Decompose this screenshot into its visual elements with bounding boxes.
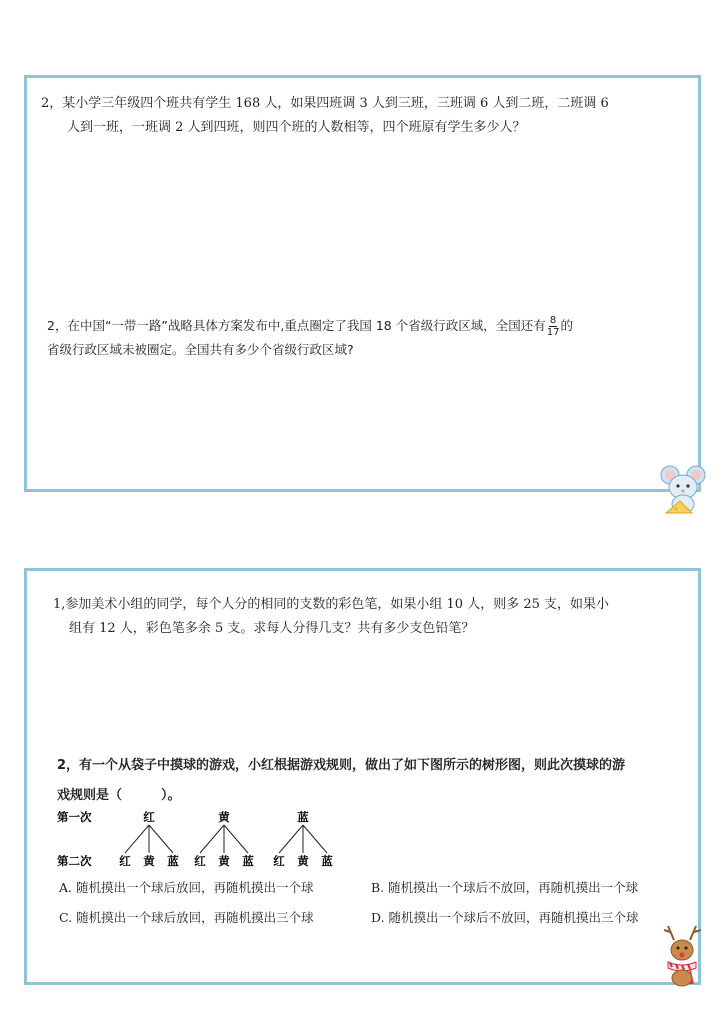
tree-node-second: 红 — [194, 854, 206, 868]
question-line: 人到一班，一班调 2 人到四班，则四个班的人数相等，四个班原有学生多少人？ — [67, 120, 526, 135]
tree-branch — [125, 825, 149, 853]
question-line: 组有 12 人，彩色笔多余 5 支。求每人分得几支？共有多少支色铅笔？ — [69, 621, 475, 636]
tree-node-second: 红 — [119, 854, 131, 868]
question-student-classes — [41, 92, 681, 140]
tree-branch — [224, 825, 248, 853]
option-a[interactable]: A. 随机摸出一个球后放回，再随机摸出一个球 — [59, 880, 314, 895]
question-line: 省级行政区域未被圈定。全国共有多少个省级行政区域? — [47, 342, 354, 357]
tree-node-second: 蓝 — [167, 854, 179, 868]
option-b[interactable]: B. 随机摸出一个球后不放回，再随机摸出一个球 — [371, 880, 639, 895]
question-ball-game — [57, 751, 687, 811]
tree-node-second: 黄 — [297, 854, 309, 868]
fraction-denominator: 17 — [546, 327, 560, 338]
tree-node-second: 黄 — [218, 854, 230, 868]
fraction — [547, 315, 560, 338]
question-line: 戏规则是（ ）。 — [57, 788, 181, 803]
tree-row-label: 第一次 — [57, 810, 92, 824]
question-line: 2，有一个从袋子中摸球的游戏，小红根据游戏规则，做出了如下图所示的树形图，则此次摸球的游 — [57, 758, 626, 773]
tree-branch — [279, 825, 303, 853]
tree-branch — [303, 825, 327, 853]
tree-node-first: 红 — [143, 810, 155, 824]
tree-row-label: 第二次 — [57, 854, 92, 868]
question-provinces — [47, 314, 687, 362]
question-text: 2，在中国“一带一路”战略具体方案发布中,重点圈定了我国 18 个省级行政区域，全国还有 — [47, 318, 546, 333]
question-card-1 — [24, 75, 701, 492]
option-c[interactable]: C. 随机摸出一个球后放回，再随机摸出三个球 — [59, 910, 314, 925]
tree-diagram — [57, 807, 357, 873]
question-card-2 — [24, 568, 701, 985]
tree-branch — [149, 825, 173, 853]
question-text: 的 — [560, 318, 573, 333]
reindeer-scarf-icon — [660, 922, 706, 988]
question-line: 1,参加美术小组的同学，每个人分的相同的支数的彩色笔，如果小组 10 人，则多 25 支，如果小 — [53, 597, 610, 612]
tree-node-second: 蓝 — [321, 854, 333, 868]
option-d[interactable]: D. 随机摸出一个球后不放回，再随机摸出三个球 — [371, 910, 639, 925]
question-color-pens — [53, 593, 683, 641]
tree-node-second: 红 — [273, 854, 285, 868]
tree-node-first: 黄 — [218, 810, 230, 824]
question-line — [47, 314, 687, 338]
tree-node-second: 黄 — [143, 854, 155, 868]
tree-node-second: 蓝 — [242, 854, 254, 868]
tree-node-first: 蓝 — [297, 810, 309, 824]
mouse-cheese-icon — [658, 461, 708, 515]
fraction-numerator: 8 — [549, 315, 557, 326]
tree-branch — [200, 825, 224, 853]
question-line: 2，某小学三年级四个班共有学生 168 人，如果四班调 3 人到三班，三班调 6 人到二班，二班调 6 — [41, 96, 609, 111]
